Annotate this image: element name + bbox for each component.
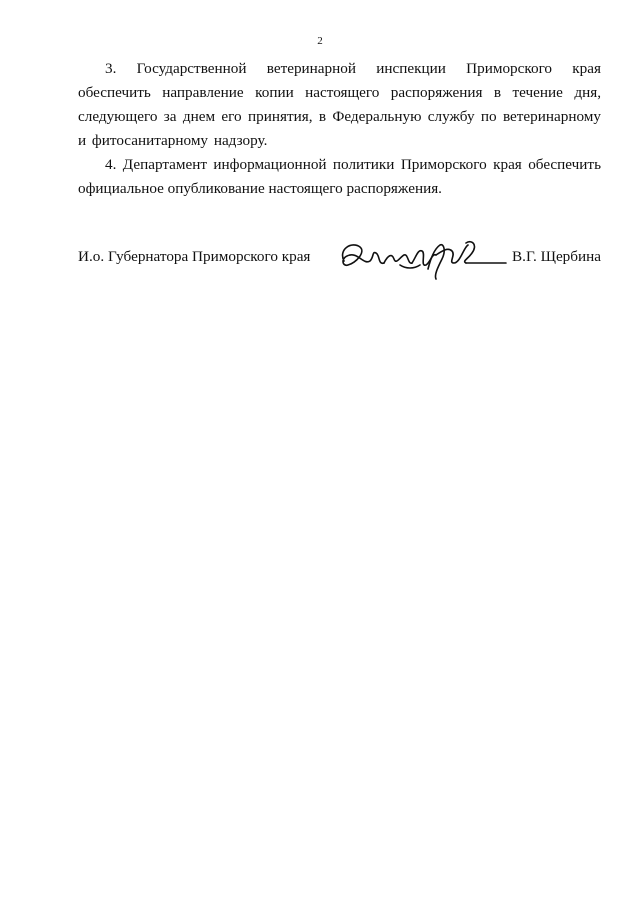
- page-number: 2: [317, 35, 323, 47]
- paragraph-4: 4. Департамент информационной политики Приморского края обеспечить официальное опубликование настоящего распоряжения.: [78, 156, 601, 197]
- signature-block: [78, 243, 601, 287]
- signatory-position: И.о. Губернатора Приморского края: [78, 248, 311, 265]
- signatory-name: В.Г. Щербина: [512, 248, 601, 265]
- handwritten-signature-icon: [330, 235, 508, 283]
- paragraph-3: 3. Государственной ветеринарной инспекции Приморского края обеспечить направление копии настоящего распоряжения в течение дня, следующего за днем его принятия, в Федеральную службу по ветеринарному и фитосанитарному надзору.: [78, 60, 601, 149]
- document-body: [78, 57, 601, 201]
